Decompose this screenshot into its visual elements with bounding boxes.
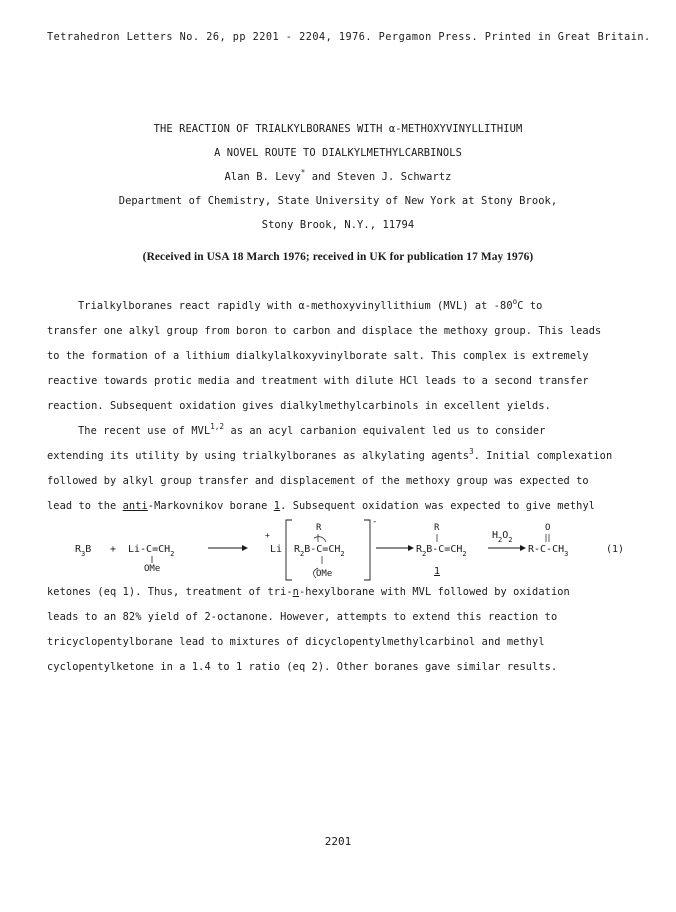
- p1-text: Trialkylboranes react rapidly with α-methoxyvinyllithium (MVL) at -80: [78, 300, 513, 312]
- eq-ketone: $R-C-CH_3$: [528, 544, 569, 558]
- p2-l4-end: . Subsequent oxidation was expected to give methyl: [280, 500, 596, 512]
- eq-number: (1): [606, 544, 625, 555]
- eq-compound-label: 1: [434, 566, 441, 577]
- p2-text: The recent use of MVL: [78, 425, 211, 437]
- n-hexyl-underlined: n: [292, 586, 299, 598]
- eq-ketone-o: O: [545, 523, 551, 533]
- p2-l2-text: extending its utility by using trialkylboranes as alkylating agents: [47, 450, 470, 462]
- eq-arrowhead-2: [408, 545, 414, 551]
- paragraph-3-line-1: [47, 586, 570, 598]
- p3-text-end: -hexylborane with MVL followed by oxidation: [298, 586, 570, 598]
- journal-citation-header: Tetrahedron Letters No. 26, pp 2201 - 2204, 1976. Pergamon Press. Printed in Great Britain.: [47, 32, 651, 43]
- p3-text: ketones (eq 1). Thus, treatment of tri-: [47, 586, 293, 598]
- eq-li-plus: +: [265, 531, 270, 540]
- anti-underlined: anti: [122, 500, 148, 512]
- compound-1-ref: 1: [273, 500, 281, 512]
- p2-text-end: as an acyl carbanion equivalent led us to consider: [224, 425, 546, 437]
- paragraph-2-line-3: followed by alkyl group transfer and displacement of the methoxy group was expected to: [47, 475, 589, 487]
- eq-r3b: $R_3B$: [75, 544, 92, 558]
- paragraph-3-line-4: cyclopentylketone in a 1.4 to 1 ratio (eq 2). Other boranes gave similar results.: [47, 661, 558, 673]
- p2-l4-mid: -Markovnikov borane: [147, 500, 274, 512]
- author-rest: and Steven J. Schwartz: [305, 171, 452, 183]
- eq-li: Li: [270, 544, 283, 555]
- eq-migration-arrow: [314, 534, 326, 542]
- paragraph-1-line-3: to the formation of a lithium dialkylalkoxyvinylborate salt. This complex is extremely: [47, 350, 589, 362]
- authors: [0, 168, 676, 183]
- eq-r-top: R: [316, 523, 322, 533]
- eq-arrowhead-1: [242, 545, 248, 551]
- eq-mvl-ome: OMe: [144, 564, 161, 574]
- author-first: Alan B. Levy: [224, 171, 301, 183]
- paragraph-2-line-1: [78, 422, 546, 437]
- eq-borate: $R_2B-C=CH_2$: [294, 544, 345, 558]
- degree-sup: o: [512, 297, 518, 306]
- eq-bracket-right: [364, 520, 370, 580]
- p2-l4-text: lead to the: [47, 500, 123, 512]
- eq-mvl: $Li-C=CH_2$: [128, 544, 175, 558]
- eq-bracket-left: [286, 520, 292, 580]
- author-asterisk: *: [300, 168, 306, 177]
- affiliation-line-1: Department of Chemistry, State University of New York at Stony Brook,: [118, 195, 558, 207]
- eq-arrowhead-3: [520, 545, 526, 551]
- paragraph-1-line-2: transfer one alkyl group from boron to carbon and displace the methoxy group. This leads: [47, 325, 602, 337]
- received-dates: (Received in USA 18 March 1976; received in UK for publication 17 May 1976): [142, 251, 534, 263]
- eq-h2o2: $H_2O_2$: [492, 530, 513, 544]
- paragraph-2-line-2: [47, 447, 613, 462]
- p2-l2-end: . Initial complexation: [473, 450, 613, 462]
- eq-product-borane: $R_2B-C=CH_2$: [416, 544, 467, 558]
- ref-sup-3: 3: [469, 447, 474, 456]
- affiliation-line-2: Stony Brook, N.Y., 11794: [261, 219, 415, 231]
- eq-borate-ome: OMe: [316, 569, 333, 579]
- eq-plus: +: [110, 544, 117, 555]
- paragraph-1-line-4: reactive towards protic media and treatment with dilute HCl leads to a second transfer: [47, 375, 589, 387]
- article-title: THE REACTION OF TRIALKYLBORANES WITH α-METHOXYVINYLLITHIUM: [153, 123, 523, 135]
- p1-text-end: C to: [517, 300, 543, 312]
- eq-product-r: R: [434, 523, 440, 533]
- article-subtitle: A NOVEL ROUTE TO DIALKYLMETHYLCARBINOLS: [214, 147, 462, 159]
- paragraph-3-line-2: leads to an 82% yield of 2-octanone. However, attempts to extend this reaction to: [47, 611, 558, 623]
- paragraph-3-line-3: tricyclopentylborane lead to mixtures of dicyclopentylmethylcarbinol and methyl: [47, 636, 545, 648]
- ref-sup-1-2: 1,2: [210, 422, 225, 431]
- paragraph-1-line-1: [78, 297, 543, 312]
- page-number: 2201: [324, 835, 352, 848]
- paragraph-2-line-4: [47, 500, 595, 512]
- eq-charge-minus: -: [372, 517, 378, 527]
- paragraph-1-line-5: reaction. Subsequent oxidation gives dialkylmethylcarbinols in excellent yields.: [47, 400, 551, 412]
